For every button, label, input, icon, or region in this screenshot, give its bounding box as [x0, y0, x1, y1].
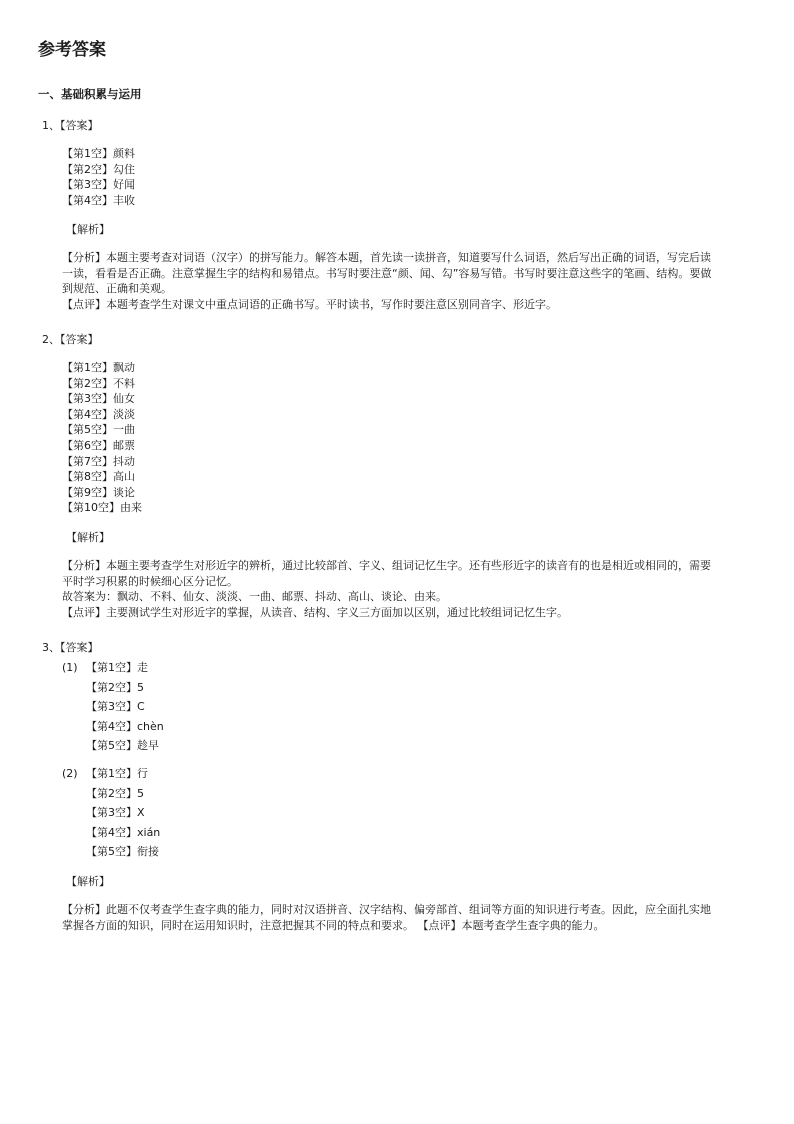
question-3-analysis-label: 【解析】	[66, 875, 110, 888]
question-2-analysis	[62, 558, 718, 620]
answer-blank: 【第1空】颜料	[62, 147, 135, 160]
answer-blank: 【第2空】5	[86, 786, 144, 800]
answer-summary-paragraph: 故答案为：飘动、不料、仙女、淡淡、一曲、邮票、抖动、高山、谈论、由来。	[62, 590, 447, 604]
answer-blank: 【第2空】5	[86, 680, 144, 694]
question-3-header: 3、【答案】	[42, 641, 99, 654]
comment-paragraph: 【点评】本题考查学生对课文中重点词语的正确书写。平时读书，写作时要注意区别同音字、形近字。	[62, 297, 557, 311]
answer-blank: 【第4空】xián	[86, 825, 161, 839]
answer-blank: 【第8空】高山	[62, 470, 135, 484]
analysis-paragraph: 【分析】本题主要考查学生对形近字的辨析，通过比较部首、字义、组词记忆生字。还有些形近字的读音有的也是相近或相同的，需要平时学习积累的时候细心区分记忆。	[62, 559, 711, 588]
question-3-part-1-label: (1)	[62, 661, 78, 674]
answer-blank: 【第1空】走	[86, 661, 148, 674]
section-title: 一、基础积累与运用	[38, 87, 142, 101]
question-1-analysis	[62, 250, 718, 312]
answer-blank: 【第5空】衔接	[86, 845, 159, 859]
question-1-header: 1、【答案】	[42, 119, 99, 132]
question-2-header: 2、【答案】	[42, 333, 99, 346]
question-3-part-2-label: (2)	[62, 767, 78, 780]
answer-blank: 【第2空】不料	[62, 376, 135, 390]
answer-blank: 【第6空】邮票	[62, 438, 135, 452]
answer-blank: 【第3空】好闻	[62, 178, 135, 192]
answer-blank: 【第4空】淡淡	[62, 407, 135, 421]
answer-blank: 【第1空】行	[86, 767, 148, 780]
answer-blank: 【第4空】丰收	[62, 193, 135, 207]
question-3-part-1-answers	[86, 658, 164, 756]
answer-blank: 【第3空】仙女	[62, 392, 135, 406]
answer-blank: 【第1空】飘动	[62, 361, 135, 374]
question-3-analysis	[62, 902, 718, 933]
analysis-paragraph: 【分析】本题主要考查对词语（汉字）的拼写能力。解答本题，首先读一读拼音，知道要写什么词语，然后写出正确的词语，写完后读一读，看看是否正确。注意掌握生字的结构和易错点。书写时要注意“颜、闻、勾”容易写错。书写时要注意这些字的笔画、结构。要做到规范、正确和美观。	[62, 251, 712, 296]
answer-blank: 【第7空】抖动	[62, 454, 135, 468]
question-1-analysis-label: 【解析】	[66, 223, 110, 236]
analysis-paragraph: 【分析】此题不仅考查学生查字典的能力，同时对汉语拼音、汉字结构、偏旁部首、组词等方面的知识进行考查。因此，应全面扎实地掌握各方面的知识，同时在运用知识时，注意把握其不同的特点和要求。 【点评】本题考查学生查字典的能力。	[62, 903, 711, 932]
answer-blank: 【第4空】chèn	[86, 719, 164, 733]
question-3-part-2-answers	[86, 764, 160, 862]
answer-blank: 【第2空】勾住	[62, 162, 135, 176]
question-2-analysis-label: 【解析】	[66, 531, 110, 544]
answer-blank: 【第9空】谈论	[62, 485, 135, 499]
answer-blank: 【第3空】X	[86, 806, 145, 820]
comment-paragraph: 【点评】主要测试学生对形近字的掌握，从读音、结构、字义三方面加以区别，通过比较组词记忆生字。	[62, 605, 568, 619]
answer-blank: 【第5空】一曲	[62, 423, 135, 437]
answer-blank: 【第5空】趁早	[86, 739, 159, 753]
question-2-answers	[62, 360, 142, 516]
question-1-answers	[62, 146, 135, 208]
answer-blank: 【第3空】C	[86, 700, 145, 714]
page-title: 参考答案	[38, 40, 106, 60]
answer-blank: 【第10空】由来	[62, 501, 142, 515]
